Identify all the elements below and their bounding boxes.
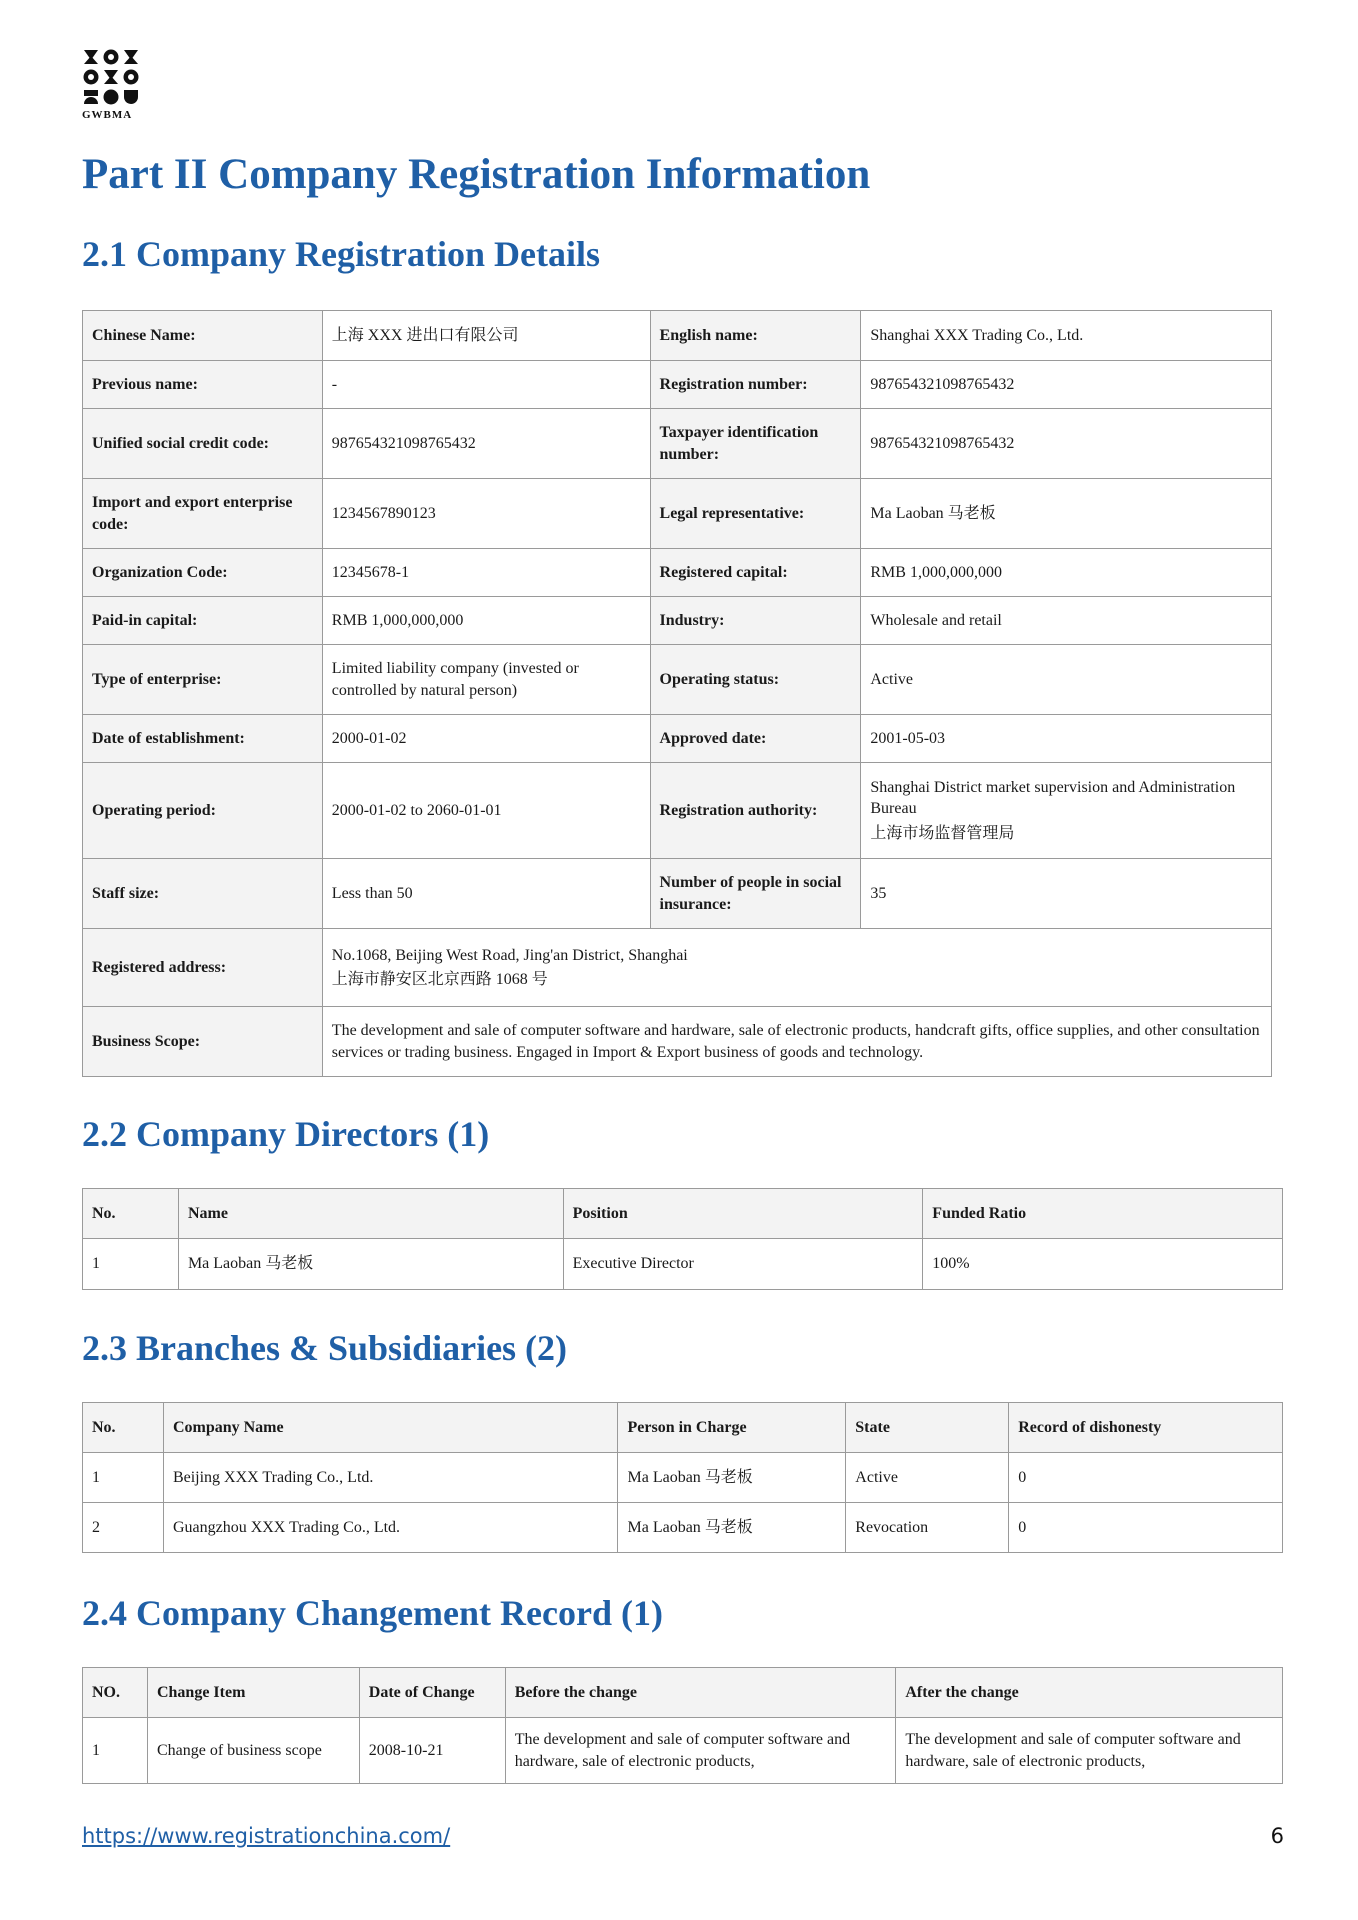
column-header: Before the change — [505, 1668, 896, 1718]
field-value — [861, 549, 1272, 597]
table-row — [83, 645, 1272, 715]
branches-table — [82, 1402, 1283, 1553]
field-value: 1234567890123 — [322, 479, 650, 549]
field-label: Staff size: — [83, 859, 323, 929]
logo — [82, 48, 142, 121]
field-label: Chinese Name: — [83, 311, 323, 361]
column-header: Change Item — [147, 1668, 359, 1718]
table-cell: Ma Laoban 马老板 — [178, 1239, 563, 1290]
field-label: Previous name: — [83, 361, 323, 409]
table-cell: Executive Director — [563, 1239, 923, 1290]
field-value: 2000-01-02 — [322, 715, 650, 763]
field-value-text: Wholesale and retail — [870, 611, 1002, 629]
registered-address-value — [322, 929, 1271, 1007]
table-cell: Beijing XXX Trading Co., Ltd. — [163, 1453, 618, 1503]
table-row — [83, 479, 1272, 549]
column-header: Position — [563, 1189, 923, 1239]
field-label: Business Scope: — [83, 1007, 323, 1077]
field-value: 12345678-1 — [322, 549, 650, 597]
table-row — [83, 409, 1272, 479]
field-value — [861, 409, 1272, 479]
field-label: Registered address: — [83, 929, 323, 1007]
column-header: Name — [178, 1189, 563, 1239]
field-value-text: RMB 1,000,000,000 — [870, 563, 1002, 581]
table-row — [83, 1718, 1283, 1784]
table-cell: 2 — [83, 1503, 164, 1553]
field-value — [861, 859, 1272, 929]
table-row — [83, 1007, 1272, 1077]
table-cell: 1 — [83, 1453, 164, 1503]
field-value-text: Active — [870, 670, 914, 688]
table-cell: 1 — [83, 1239, 179, 1290]
table-cell: 0 — [1009, 1453, 1283, 1503]
field-label: Import and export enterprise code: — [83, 479, 323, 549]
table-cell: 100% — [923, 1239, 1283, 1290]
table-cell: 2008-10-21 — [359, 1718, 505, 1784]
field-value-text: Ma Laoban 马老板 — [870, 504, 996, 522]
field-value — [861, 479, 1272, 549]
directors-table — [82, 1188, 1283, 1290]
field-value — [861, 715, 1272, 763]
field-value-text: 2001-05-03 — [870, 729, 946, 747]
field-value — [861, 361, 1272, 409]
field-label: English name: — [650, 311, 861, 361]
column-header: NO. — [83, 1668, 148, 1718]
field-value-chinese: 上海市场监督管理局 — [870, 824, 1015, 842]
field-value-text: 987654321098765432 — [870, 434, 1015, 452]
field-label: Operating period: — [83, 763, 323, 859]
table-cell: 1 — [83, 1718, 148, 1784]
column-header: Funded Ratio — [923, 1189, 1283, 1239]
column-header: After the change — [896, 1668, 1283, 1718]
column-header: No. — [83, 1403, 164, 1453]
table-cell: Change of business scope — [147, 1718, 359, 1784]
table-cell: Ma Laoban 马老板 — [618, 1503, 846, 1553]
table-row — [83, 1503, 1283, 1553]
address-chinese: 上海市静安区北京西路 1068 号 — [331, 971, 548, 988]
field-label: Registration number: — [650, 361, 861, 409]
field-value — [861, 763, 1272, 859]
address-english: No.1068, Beijing West Road, Jing'an District, Shanghai — [331, 946, 688, 964]
field-value-text: Shanghai XXX Trading Co., Ltd. — [870, 326, 1084, 344]
section-title-changes: 2.4 Company Changement Record (1) — [82, 1593, 663, 1633]
business-scope-value: The development and sale of computer software and hardware, sale of electronic products, handcraft gifts, office supplies, and other consultation services or trading business. Engaged in Import & Export business of goods and technology. — [322, 1007, 1271, 1077]
field-value: 987654321098765432 — [322, 409, 650, 479]
field-value: RMB 1,000,000,000 — [322, 597, 650, 645]
column-header: No. — [83, 1189, 179, 1239]
field-label: Taxpayer identification number: — [650, 409, 861, 479]
table-cell: The development and sale of computer software and hardware, sale of electronic products, — [896, 1718, 1283, 1784]
table-cell: The development and sale of computer software and hardware, sale of electronic products, — [505, 1718, 896, 1784]
field-value-text: 35 — [870, 884, 887, 902]
table-cell: Active — [846, 1453, 1009, 1503]
section-title-branches: 2.3 Branches & Subsidiaries (2) — [82, 1328, 568, 1368]
field-value: Less than 50 — [322, 859, 650, 929]
table-cell: Revocation — [846, 1503, 1009, 1553]
page-number: 6 — [1270, 1824, 1284, 1848]
column-header: State — [846, 1403, 1009, 1453]
gwbma-logo-icon — [82, 48, 140, 106]
section-title-registration: 2.1 Company Registration Details — [82, 234, 600, 274]
table-cell: 0 — [1009, 1503, 1283, 1553]
logo-text: GWBMA — [82, 109, 133, 121]
field-label: Paid-in capital: — [83, 597, 323, 645]
table-row — [83, 361, 1272, 409]
registration-details-table — [82, 310, 1272, 1077]
field-label: Registered capital: — [650, 549, 861, 597]
table-row — [83, 549, 1272, 597]
field-label: Legal representative: — [650, 479, 861, 549]
field-value-text: 987654321098765432 — [870, 375, 1015, 393]
table-row — [83, 1239, 1283, 1290]
section-title-directors: 2.2 Company Directors (1) — [82, 1114, 490, 1154]
table-row — [83, 929, 1272, 1007]
field-value — [861, 597, 1272, 645]
field-value-text: Shanghai District market supervision and Administration Bureau — [870, 779, 1236, 818]
field-label: Organization Code: — [83, 549, 323, 597]
field-label: Number of people in social insurance: — [650, 859, 861, 929]
table-row — [83, 859, 1272, 929]
field-label: Registration authority: — [650, 763, 861, 859]
field-value — [861, 645, 1272, 715]
part-title: Part II Company Registration Information — [82, 151, 871, 198]
table-row — [83, 597, 1272, 645]
table-cell: Guangzhou XXX Trading Co., Ltd. — [163, 1503, 618, 1553]
table-cell: Ma Laoban 马老板 — [618, 1453, 846, 1503]
table-row — [83, 763, 1272, 859]
field-label: Approved date: — [650, 715, 861, 763]
change-record-table — [82, 1667, 1283, 1784]
table-row — [83, 1453, 1283, 1503]
table-row — [83, 715, 1272, 763]
field-value: 上海 XXX 进出口有限公司 — [322, 311, 650, 361]
field-value: Limited liability company (invested or controlled by natural person) — [322, 645, 650, 715]
field-label: Industry: — [650, 597, 861, 645]
field-label: Operating status: — [650, 645, 861, 715]
field-value: 2000-01-02 to 2060-01-01 — [322, 763, 650, 859]
column-header: Record of dishonesty — [1009, 1403, 1283, 1453]
field-value — [861, 311, 1272, 361]
column-header: Person in Charge — [618, 1403, 846, 1453]
field-label: Type of enterprise: — [83, 645, 323, 715]
field-label: Date of establishment: — [83, 715, 323, 763]
field-label: Unified social credit code: — [83, 409, 323, 479]
field-value: - — [322, 361, 650, 409]
column-header: Company Name — [163, 1403, 618, 1453]
website-link[interactable]: https://www.registrationchina.com/ — [82, 1824, 451, 1848]
table-row — [83, 311, 1272, 361]
column-header: Date of Change — [359, 1668, 505, 1718]
